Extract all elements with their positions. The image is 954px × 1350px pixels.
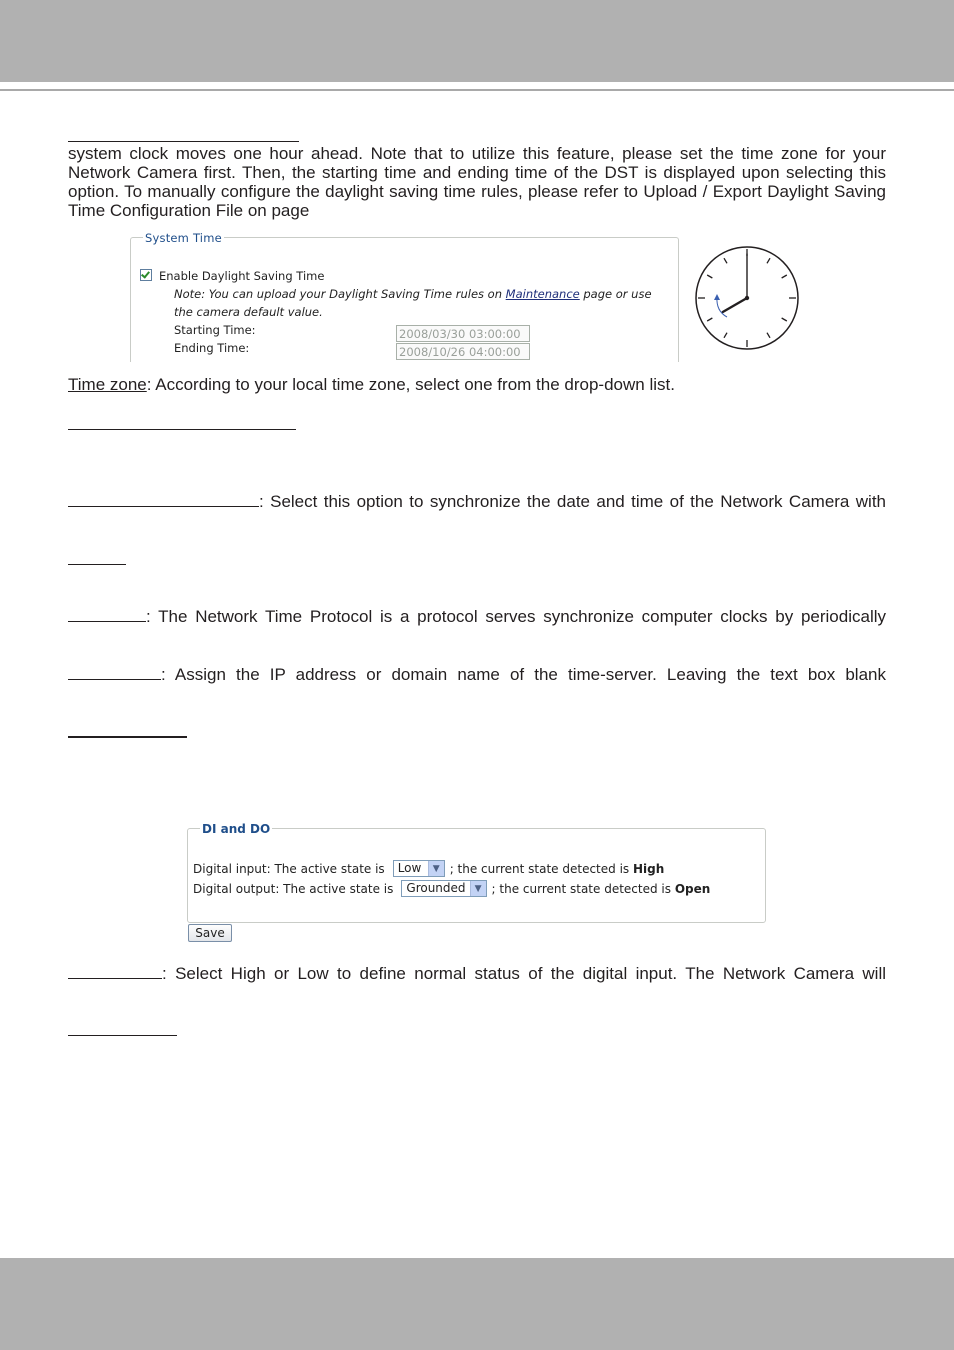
chevron-down-icon: ▼: [470, 881, 486, 896]
digital-input-value: Low: [397, 861, 422, 875]
digital-output-label: Digital output: The active state is: [193, 881, 394, 896]
ntp-server-row: [68, 663, 886, 684]
dst-note-prefix: Note: You can upload your Daylight Saving Time rules on: [174, 287, 506, 301]
digital-input-state-text: ; the current state detected is: [449, 861, 630, 876]
digital-output-value: Grounded: [406, 881, 466, 895]
digital-input-row: [193, 860, 664, 877]
dst-note-line2: the camera default value.: [174, 305, 323, 319]
blank-rule-3: [68, 564, 126, 565]
digital-output-select[interactable]: [401, 880, 486, 897]
enable-dst-checkbox[interactable]: [140, 269, 152, 281]
digital-input-select[interactable]: [393, 860, 445, 877]
header-rule: [0, 89, 954, 91]
di-do-legend: DI and DO: [202, 822, 271, 836]
dst-paragraph: system clock moves one hour ahead. Note that to utilize this feature, please set the time zone for your Network Camera first. Then, the starting time and ending time of the DST is displayed upon selecting this option. To manually configure the daylight saving time rules, please refer to Upload / Export Daylight Saving Time Configuration File on page: [68, 144, 886, 220]
ntp-server-blank: [68, 663, 161, 680]
ending-time-field: 2008/10/26 04:00:00: [396, 343, 530, 360]
ntp-server-text: : Assign the IP address or domain name of the time-server. Leaving the text box blank: [161, 665, 886, 684]
digital-input-label: Digital input: The active state is: [193, 861, 385, 876]
clock-icon: [694, 245, 800, 351]
di-do-panel: [187, 822, 766, 923]
sync-row: [68, 490, 886, 511]
save-button[interactable]: Save: [188, 924, 232, 942]
maintenance-link[interactable]: Maintenance: [505, 287, 580, 301]
blank-rule-5: [68, 1035, 177, 1036]
page-header-band: [0, 0, 954, 82]
digital-input-state: High: [633, 861, 665, 876]
time-zone-term: Time zone: [68, 375, 147, 394]
ntp-text: : The Network Time Protocol is a protocol serves synchronize computer clocks by periodically: [146, 607, 886, 626]
ntp-blank: [68, 605, 146, 622]
blank-rule-4: [68, 736, 187, 738]
digital-output-row: [193, 880, 710, 897]
time-zone-text: : According to your local time zone, select one from the drop-down list.: [146, 375, 675, 394]
ntp-row: [68, 605, 886, 626]
chevron-down-icon: ▼: [428, 861, 444, 876]
system-time-legend: System Time: [145, 231, 222, 245]
ending-time-label: Ending Time:: [174, 341, 250, 355]
digital-output-state: Open: [674, 881, 711, 896]
system-time-panel: [130, 231, 679, 362]
heading-blank-rule: [68, 141, 299, 142]
time-zone-paragraph: [68, 375, 886, 394]
digital-input-desc-blank: [68, 962, 162, 979]
page-footer-band: [0, 1258, 954, 1350]
digital-output-state-text: ; the current state detected is: [491, 881, 672, 896]
sync-text: : Select this option to synchronize the date and time of the Network Camera with: [259, 492, 886, 511]
digital-input-desc-row: [68, 962, 886, 983]
blank-rule-2: [68, 429, 296, 430]
digital-input-desc-text: : Select High or Low to define normal status of the digital input. The Network Camera will: [162, 964, 886, 983]
starting-time-field: 2008/03/30 03:00:00: [396, 325, 530, 342]
dst-note-suffix: page or use: [579, 287, 652, 301]
dst-note: [174, 287, 652, 301]
enable-dst-label: Enable Daylight Saving Time: [159, 269, 325, 283]
sync-blank: [68, 490, 259, 507]
starting-time-label: Starting Time:: [174, 323, 256, 337]
